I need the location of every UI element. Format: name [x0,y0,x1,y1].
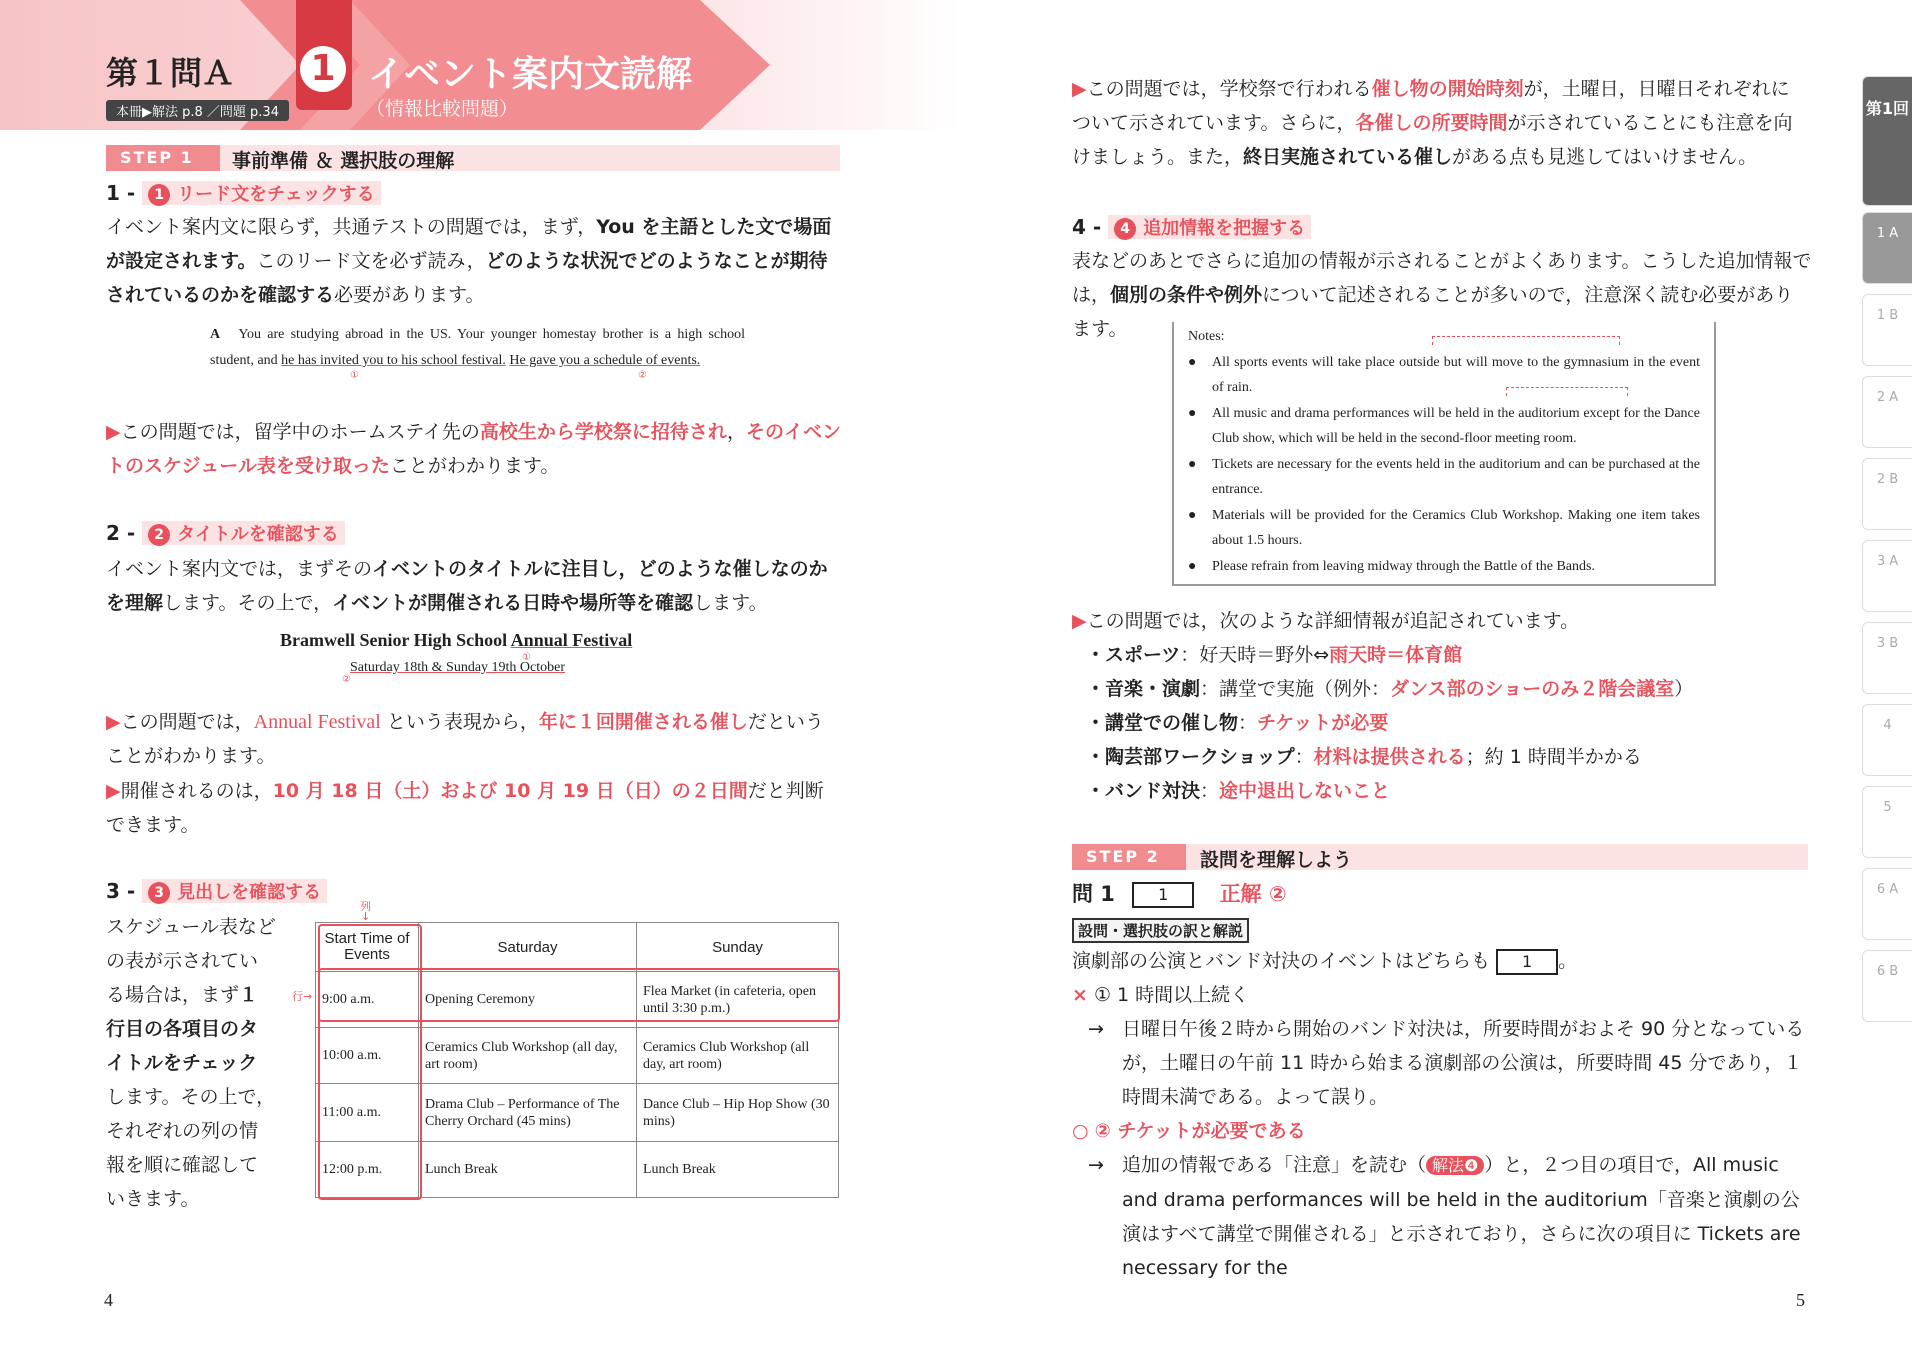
detail-key: ・スポーツ [1086,644,1181,666]
s4-p1: 表などのあとでさらに追加の情報が示されることがよくあります。こうした追加情報では， [1072,250,1812,306]
opt1-text: ① 1 時間以上続く [1093,984,1250,1006]
s2-p1b: イベントのタイトルに注目し，どのような催しなのかを理解 [106,558,828,614]
s1-heading-box [142,181,380,205]
s4-p1b: 個別の条件や例外 [1110,284,1263,306]
lead-text-1: You are studying abroad in the US. Your younger homestay brother is a high school student, and [210,327,745,368]
s2-heading-box [142,521,345,545]
note-text: Materials will be provided for the Ceramics Club Workshop. Making one item takes about 1.5 hours. [1212,507,1700,548]
lead-marker-1: ① [350,370,359,381]
intro-g: がある点も見逃してはいけません。 [1452,146,1758,168]
opt1 [1072,978,1808,1012]
fest-marker-1: ① [522,652,531,663]
col-label: 列 [360,900,371,913]
q1-text-box: 1 [1496,949,1558,975]
tab-6a[interactable]: 6 A [1862,868,1912,940]
q1-sub: 設問・選択肢の訳と解説 [1072,918,1249,943]
s2-title: タイトルを確認する [177,524,339,545]
opt1-mark: × [1072,984,1088,1006]
opt2-text: ② チケットが必要である [1094,1120,1306,1142]
detail-a: ：講堂で実施（例外： [1200,678,1391,700]
detail-key: ・バンド対決 [1086,780,1201,802]
detail-triangle-icon: ▶ [1072,610,1087,632]
detail-intro-text: この問題では，次のような詳細情報が追記されています。 [1086,610,1580,632]
s3-text-b: １行目の各項目のタイトルをチェック [106,984,259,1074]
table-cell: 11:00 a.m. [316,1084,419,1142]
fest-title-a: Bramwell Senior High School [280,630,511,650]
intro-a: この問題では，学校祭で行われる [1086,78,1372,100]
detail-b: 材料は提供される [1313,746,1466,768]
opt1-exp-text: 日曜日午後２時から開始のバンド対決は，所要時間がおよそ 90 分となっているが，土曜日の午前 11 時から始まる演劇部の公演は，所要時間 45 分であり，１時間未満である。よって誤り。 [1122,1018,1805,1108]
tab-3b[interactable]: 3 B [1862,622,1912,694]
notes-dotted-connector-2 [1506,387,1628,396]
tab-2b[interactable]: 2 B [1862,458,1912,530]
s1-p1b: You を主語とした文で場面が設定されます。 [106,216,832,272]
s3-text-c: します。その上で，それぞれの列の情報を順に確認していきます。 [106,1086,276,1210]
lead-marker-2: ② [638,370,647,381]
s2-note2-triangle-icon: ▶ [106,780,121,802]
s1-note [106,415,842,483]
lead-text-u2: He gave you a schedule of events. [509,353,701,368]
arrow-icon: → [1088,1154,1104,1176]
s2-note2-a: 開催されるのは， [120,780,273,802]
s2-note1-e: だということがわかります。 [106,711,824,767]
s2-note1-c: という表現から， [380,711,539,733]
s2-p1: イベント案内文では，まずその [106,558,373,580]
tab-6b[interactable]: 6 B [1862,950,1912,1022]
header-badge-num: 1 [300,46,346,92]
header-part: 第１問Ａ [106,54,235,92]
detail-c: ） [1674,678,1694,700]
q1-label: 問 1 [1072,882,1115,906]
s1-heading [106,180,381,206]
s1-note-c: ， [726,421,746,443]
s1-note-triangle-icon: ▶ [106,421,121,443]
s2-note2 [106,774,842,842]
tab-4[interactable]: 4 [1862,704,1912,776]
intro-triangle-icon: ▶ [1072,78,1087,100]
s1-p1c: このリード文を必ず読み， [256,250,486,272]
intro-e: が示されていることにも注意を向けましょう。また， [1072,112,1793,168]
table-cell: Flea Market (in cafeteria, open until 3:30 p.m.) [637,972,839,1028]
detail-a: ： [1238,712,1258,734]
table-cell: Drama Club – Performance of The Cherry Orchard (45 mins) [419,1084,637,1142]
detail-list [1086,638,1806,808]
s4-heading [1072,214,1311,240]
q1-answer: 正解 ② [1219,882,1287,906]
col-arrow-icon: ↓ [361,910,371,923]
arrow-icon: → [1088,1018,1104,1040]
detail-c: ；約 1 時間半かかる [1465,746,1642,768]
s1-title: リード文をチェックする [177,184,375,205]
s2-prefix: 2 - [106,521,136,545]
detail-key: ・音楽・演劇 [1086,678,1201,700]
opt2-exp-b: ）と，２つ目の項目で，All music and drama performances will be held in the auditorium「音楽と演劇の公演はすべて講堂で開催される」と示されており，さらに次の項目に Tickets are necessary for the [1122,1154,1801,1279]
lead-text [210,322,745,374]
col-highlight [318,924,422,1200]
q1-heading [1072,878,1287,908]
step2-tag: STEP 2 [1072,844,1186,870]
detail-b: チケットが必要 [1257,712,1389,734]
header-subtitle: （情報比較問題） [366,98,519,120]
s1-note-a: この問題では，留学中のホームステイ先の [120,421,480,443]
detail-a: ： [1294,746,1314,768]
row-label-text: 行 [292,990,303,1003]
intro-b: 催し物の開始時刻 [1371,78,1524,100]
s1-note-b: 高校生から学校祭に招待され [479,421,727,443]
notes-box [1172,322,1716,586]
th-start: Start Time of Events [316,923,419,972]
note-item: ● All sports events will take place outside but will move to the gymnasium in the event of rain. [1188,350,1700,401]
notes-title: Notes: [1188,329,1225,344]
note-text: Please refrain from leaving midway through the Battle of the Bands. [1212,558,1595,574]
opt1-exp [1088,1012,1808,1114]
opt2-exp [1088,1148,1808,1285]
detail-b: ダンス部のショーのみ２階会議室 [1390,678,1675,700]
note-item: ● Tickets are necessary for the events held in the auditorium and can be purchased at the entrance. [1188,452,1700,503]
table-cell: Opening Ceremony [419,972,637,1028]
s2-note1 [106,705,842,773]
opt2-exp-badge: 解法❹ [1426,1156,1484,1175]
detail-item [1086,740,1806,774]
table-cell: 10:00 a.m. [316,1028,419,1084]
note-text: Tickets are necessary for the events held in the auditorium and can be purchased at the entrance. [1212,456,1700,497]
detail-item [1086,672,1806,706]
notes-dotted-connector [1432,336,1620,345]
detail-item [1086,638,1806,672]
s4-title: 追加情報を把握する [1143,218,1306,239]
step1-tag: STEP 1 [106,145,220,171]
s3-prefix: 3 - [106,879,136,903]
s2-p1c: します。その上で， [163,592,333,614]
header-title: イベント案内文読解 [368,54,693,95]
q1-text-a: 演劇部の公演とバンド対決のイベントはどちらも [1072,950,1491,972]
tab-2a[interactable]: 2 A [1862,376,1912,448]
detail-key: ・講堂での催し物 [1086,712,1239,734]
s2-note1-d: 年に１回開催される催し [538,711,748,733]
s2-heading [106,520,345,546]
note-text: All music and drama performances will be held in the auditorium except for the Dance Club show, which will be held in the second-floor meeting room. [1212,405,1700,446]
step1-title: 事前準備 ＆ 選択肢の理解 [232,150,455,172]
fest-title [280,630,632,651]
step2-title: 設問を理解しよう [1200,849,1353,871]
fest-marker-2: ② [342,674,351,685]
s3-title: 見出しを確認する [177,882,322,903]
table-cell: 12:00 p.m. [316,1142,419,1198]
s1-paragraph [106,210,842,312]
s4-heading-box [1108,215,1311,239]
fest-date: Saturday 18th & Sunday 19th October [350,660,566,675]
s4-p1c: について記述されることが多いので，注意深く読む必要があります。 [1072,284,1794,340]
detail-item [1086,774,1806,808]
s2-note1-a: この問題では， [120,711,254,733]
s3-heading [106,878,327,904]
s1-p1e: 必要があります。 [334,284,485,306]
s1-p1: イベント案内文に限らず，共通テストの問題では，まず， [106,216,597,238]
lead-label: A [210,327,221,342]
table-cell: Ceramics Club Workshop (all day, art room) [419,1028,637,1084]
s4-prefix: 4 - [1072,215,1102,239]
q1-text [1072,944,1808,978]
note-item: ● All music and drama performances will be held in the auditorium except for the Dance Club show, which will be held in the second-floor meeting room. [1188,401,1700,452]
detail-intro [1072,604,1808,638]
table-cell: 9:00 a.m. [316,972,419,1028]
intro-f: 終日実施されている催し [1243,146,1453,168]
tab-3a[interactable]: 3 A [1862,540,1912,612]
s3-text: スケジュール表などの表が示されている場合は，まず [106,916,276,1006]
table-cell: Lunch Break [637,1142,839,1198]
s2-paragraph [106,552,842,620]
row-highlight [318,968,840,1022]
tab-5[interactable]: 5 [1862,786,1912,858]
s2-note1-b: Annual Festival [253,711,381,733]
opt2-mark: ○ [1072,1120,1089,1142]
intro-paragraph [1072,72,1808,174]
intro-d: 各催しの所要時間 [1355,112,1508,134]
note-text: All sports events will take place outside but will move to the gymnasium in the event of rain. [1212,354,1700,395]
th-saturday: Saturday [419,923,637,972]
s2-p1d: イベントが開催される日時や場所等を確認 [332,592,694,614]
header-refs: 本冊▶解法 p.8 ／問題 p.34 [106,100,289,121]
fest-title-b: Annual Festival [510,630,633,650]
s1-prefix: 1 - [106,181,136,205]
s2-num: 2 [148,524,170,546]
note-item: ● Materials will be provided for the Ceramics Club Workshop. Making one item takes about 1.5 hours. [1188,503,1700,554]
tab-round-1[interactable]: 第1回 [1862,76,1912,206]
s3-num: 3 [148,882,170,904]
detail-item [1086,706,1806,740]
th-sunday: Sunday [637,923,839,972]
s2-note2-c: だと判断できます。 [106,780,824,836]
detail-key: ・陶芸部ワークショップ [1086,746,1295,768]
detail-b: 雨天時＝体育館 [1329,644,1463,666]
s3-paragraph [106,910,276,1216]
s1-note-e: ことがわかります。 [389,455,560,477]
detail-a: ：好天時＝野外⇔ [1180,644,1330,666]
s2-note1-triangle-icon: ▶ [106,711,121,733]
intro-c: が，土曜日，日曜日それぞれについて示されています。さらに， [1072,78,1790,134]
s1-note-d: そのイベントのスケジュール表を受け取った [106,421,841,477]
table-cell: Lunch Break [419,1142,637,1198]
s2-note2-b: 10 月 18 日（土）および 10 月 19 日（日）の２日間 [272,780,748,802]
note-item: ● Please refrain from leaving midway through the Battle of the Bands. [1188,554,1700,580]
s3-heading-box [142,879,327,903]
tab-1a[interactable]: 1 A [1862,212,1912,284]
detail-b: 途中退出しないこと [1219,780,1391,802]
row-label: 行→ [292,990,313,1003]
q1-text-b: 。 [1558,950,1578,972]
s4-num: 4 [1114,218,1136,240]
opt2 [1072,1114,1808,1148]
s1-num: 1 [148,184,170,206]
table-cell: Ceramics Club Workshop (all day, art room) [637,1028,839,1084]
detail-a: ： [1200,780,1220,802]
page-number-left: 4 [104,1290,113,1310]
s1-p1d: どのような状況でどのようなことが期待されているのかを確認する [106,250,828,306]
table-cell: Dance Club – Hip Hop Show (30 mins) [637,1084,839,1142]
s2-p1e: します。 [693,592,768,614]
q1-box: 1 [1132,882,1194,908]
page-number-right: 5 [1796,1290,1805,1310]
opt2-exp-a: 追加の情報である「注意」を読む（ [1122,1154,1427,1176]
lead-text-u1: he has invited you to his school festival. [281,353,506,368]
tab-1b[interactable]: 1 B [1862,294,1912,366]
